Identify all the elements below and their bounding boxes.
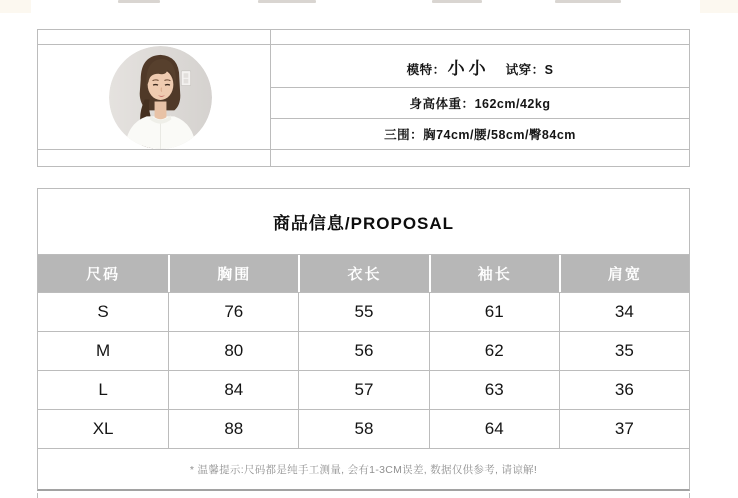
next-table-cutoff-stub	[37, 493, 690, 498]
column-header-sleeve: 袖长	[429, 255, 559, 292]
model-label: 模特：	[406, 62, 446, 77]
bust-cell: 88	[168, 410, 298, 448]
cutoff-text-remnant	[118, 0, 160, 3]
sleeve-cell: 62	[429, 332, 559, 370]
length-cell: 56	[298, 332, 428, 370]
size-row-s	[38, 293, 689, 332]
bust-cell: 84	[168, 371, 298, 409]
model-table-spacer-top-left	[38, 30, 271, 45]
size-cell: L	[98, 380, 108, 399]
model-info-table	[37, 29, 690, 167]
size-chart-header	[38, 255, 689, 293]
top-right-cream-block	[700, 0, 738, 13]
measurements-label: 三围：	[384, 128, 424, 142]
model-photo-cell	[38, 45, 271, 150]
length-cell: 58	[298, 410, 428, 448]
height-weight-value: 162cm/42kg	[474, 97, 551, 111]
model-table-spacer-top-right	[271, 30, 689, 45]
length-cell: 55	[298, 293, 428, 331]
product-info-title: 商品信息/PROPOSAL	[38, 189, 689, 255]
measurements-value: 胸74cm/腰/58cm/臀84cm	[423, 128, 576, 142]
model-table-spacer-bottom-right	[271, 150, 689, 166]
model-name: 小小	[447, 58, 490, 78]
model-row-height-weight	[271, 88, 689, 119]
column-header-bust: 胸围	[168, 255, 298, 292]
column-header-length: 衣长	[298, 255, 428, 292]
size-cell: M	[96, 341, 111, 360]
model-table-spacer-bottom-left	[38, 150, 271, 166]
top-left-cream-block	[0, 0, 31, 13]
size-row-l	[38, 371, 689, 410]
bust-cell: 76	[168, 293, 298, 331]
tryon-label: 试穿：	[505, 62, 545, 77]
size-cell: XL	[92, 419, 114, 438]
shoulder-cell: 35	[559, 332, 689, 370]
shoulder-cell: 36	[559, 371, 689, 409]
shoulder-cell: 37	[559, 410, 689, 448]
size-cell: S	[97, 302, 109, 321]
length-cell: 57	[298, 371, 428, 409]
sleeve-cell: 61	[429, 293, 559, 331]
tryon-size: S	[544, 62, 554, 77]
model-portrait-illustration	[109, 46, 212, 149]
model-photo	[109, 46, 212, 149]
sleeve-cell: 64	[429, 410, 559, 448]
height-weight-label: 身高体重：	[409, 97, 475, 111]
shoulder-cell: 34	[559, 293, 689, 331]
bust-cell: 80	[168, 332, 298, 370]
model-row-measurements	[271, 119, 689, 150]
sleeve-cell: 63	[429, 371, 559, 409]
cutoff-text-remnant	[555, 0, 621, 3]
cutoff-text-remnant	[258, 0, 316, 3]
column-header-size: 尺码	[86, 266, 121, 283]
cutoff-text-remnant	[432, 0, 482, 3]
column-header-shoulder: 肩宽	[559, 255, 689, 292]
measurement-note: * 温馨提示:尺码都是纯手工测量, 会有1-3CM误差, 数据仅供参考, 请谅解!	[189, 463, 538, 476]
light-switch-detail	[181, 70, 190, 85]
size-chart-table	[37, 188, 690, 491]
size-row-m	[38, 332, 689, 371]
size-row-xl	[38, 410, 689, 449]
model-row-name-size	[271, 45, 689, 88]
